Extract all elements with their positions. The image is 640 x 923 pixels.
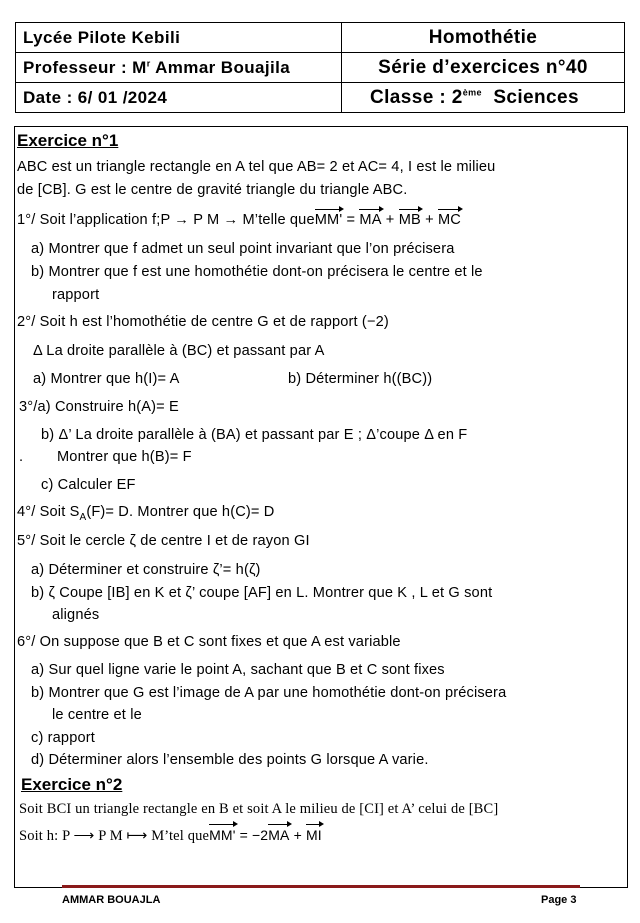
topic-title: Homothétie [342,23,625,53]
ex1-q2b: b) Déterminer h((BC)) [288,371,433,387]
ex1-q1b-cont: rapport [52,287,100,303]
ex2-vector-ma: MA [268,827,290,843]
ex1-q1b: b) Montrer que f est une homothétie dont-on précisera le centre et le [31,264,483,280]
ex1-q6: 6°/ On suppose que B et C sont fixes et que A est variable [17,634,401,650]
q4-sub: A [79,511,87,523]
ex1-q5b: b) ζ Coupe [IB] en K et ζ’ coupe [AF] en L. Montrer que K , L et G sont [31,585,493,601]
school-name: Lycée Pilote Kebili [16,23,342,53]
vector-ma: MA [359,212,382,228]
exercise-1-title: Exercice n°1 [17,131,119,150]
ex1-q6b-cont: le centre et le [52,707,142,723]
q1-text: 1°/ Soit l’application f;P → P M → M’telle que [17,212,315,228]
ex1-q6d: d) Déterminer alors l’ensemble des points G lorsque A varie. [31,752,429,768]
ex2-line2-text: Soit h: P ⟶ P M ⟼ M’tel que [19,828,210,844]
teacher-title: M [132,57,147,77]
ex2-eq: = −2 [235,827,269,843]
teacher-label: Professeur : [23,57,128,77]
q4-pre: 4°/ Soit S [17,504,80,520]
class-suffix: Sciences [493,86,579,108]
class-cell [342,83,625,113]
ex1-q6c: c) rapport [31,730,95,746]
ex1-q5a: a) Déterminer et construire ζ’= h(ζ) [31,562,261,578]
ex1-q2-delta: Δ La droite parallèle à (BC) et passant par A [33,343,325,359]
q1-plus1: + [381,212,399,228]
ex1-q5: 5°/ Soit le cercle ζ de centre I et de rayon GI [17,533,310,549]
q4-post: (F)= D. Montrer que h(C)= D [86,504,275,520]
footer-divider [62,885,580,888]
ex2-plus: + [289,827,306,843]
header-table [15,22,625,113]
class-prefix: Classe : 2 [370,86,463,108]
ex1-q2a: a) Montrer que h(I)= A [33,371,180,387]
ex1-q4 [17,503,274,527]
ex1-q6b: b) Montrer que G est l’image de A par une homothétie dont-on précisera [31,685,507,701]
ex1-intro-line2: de [CB]. G est le centre de gravité triangle du triangle ABC. [17,182,408,198]
ex1-q1 [17,211,461,229]
teacher-cell [16,53,342,83]
ex1-q3b: b) Δ’ La droite parallèle à (BA) et passant par E ; Δ’coupe Δ en F [41,427,468,443]
date-cell: Date : 6/ 01 /2024 [16,83,342,113]
ex1-q6a: a) Sur quel ligne varie le point A, sachant que B et C sont fixes [31,662,445,678]
ex1-q5b-cont: alignés [52,607,100,623]
teacher-title-sup: r [146,57,151,68]
ex1-q3b-dot: . [19,449,24,465]
ex2-line1: Soit BCI un triangle rectangle en B et soit A le milieu de [CI] et A’ celui de [BC] [19,801,499,817]
series-title: Série d’exercices n°40 [342,53,625,83]
ex1-intro-line1: ABC est un triangle rectangle en A tel que AB= 2 et AC= 4, I est le milieu [17,159,496,175]
q1-plus2: + [420,212,438,228]
class-sup: ème [462,87,482,98]
ex1-q3c: c) Calculer EF [41,477,136,493]
exercise-2-title: Exercice n°2 [21,775,123,794]
vector-mc: MC [437,212,461,228]
ex2-vector-mm: MM' [209,827,236,843]
ex1-q3b-cont: Montrer que h(B)= F [57,449,192,465]
footer-author: AMMAR BOUAJLA [62,894,161,906]
ex1-q2: 2°/ Soit h est l’homothétie de centre G et de rapport (−2) [17,314,389,330]
teacher-name: Ammar Bouajila [155,57,291,77]
ex2-line2 [19,826,322,845]
ex1-q3a: 3°/a) Construire h(A)= E [19,399,179,415]
vector-mb: MB [398,212,421,228]
footer-page-number: Page 3 [541,894,577,906]
ex1-q1a: a) Montrer que f admet un seul point invariant que l’on précisera [31,241,455,257]
vector-mm: MM' [314,212,343,228]
q1-eq: = [342,212,360,228]
ex2-vector-mi: MI [305,827,322,843]
